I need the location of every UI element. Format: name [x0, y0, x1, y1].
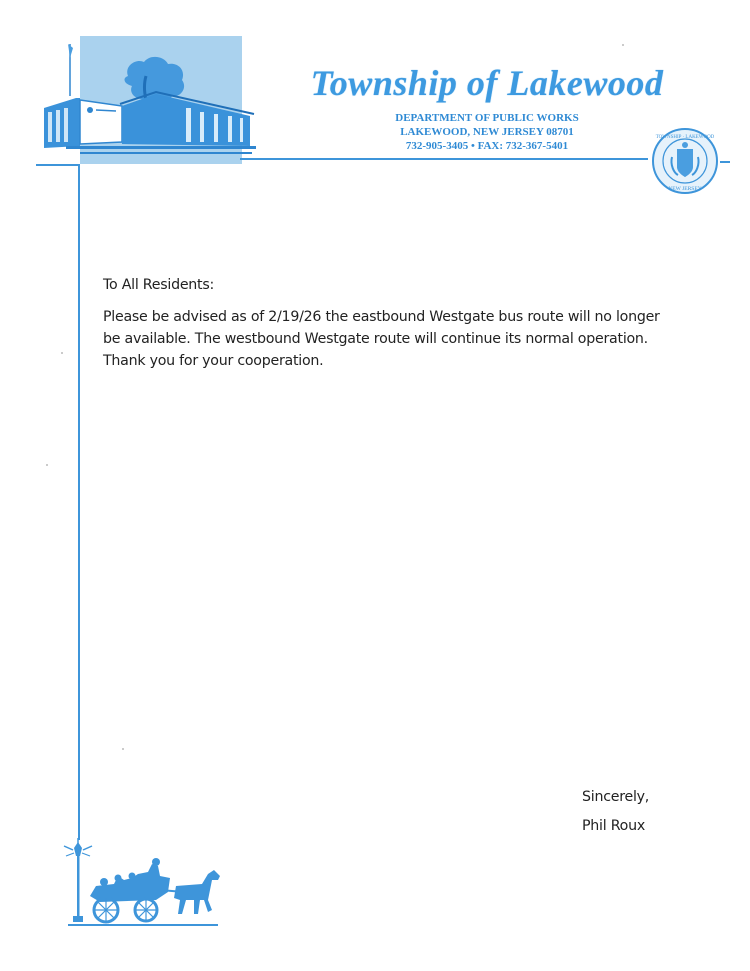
letterhead-title: Township of Lakewood	[310, 63, 664, 103]
department-name: DEPARTMENT OF PUBLIC WORKS	[395, 112, 579, 124]
paper-speck	[46, 464, 48, 466]
letter-greeting: To All Residents:	[103, 277, 215, 293]
municipal-building-icon	[36, 36, 266, 166]
letter-signer: Phil Roux	[582, 818, 645, 834]
letterhead-rule-left	[36, 164, 80, 166]
margin-rule	[78, 164, 80, 840]
svg-text:NEW JERSEY: NEW JERSEY	[668, 186, 702, 192]
contact-line: 732-905-3405 • FAX: 732-367-5401	[405, 140, 569, 152]
paper-speck	[61, 352, 63, 354]
paper-speck	[622, 44, 624, 46]
paper-speck	[122, 748, 124, 750]
horse-carriage-icon	[52, 838, 224, 930]
letterhead-rule-right	[720, 161, 730, 163]
township-seal-icon	[650, 127, 720, 195]
svg-text:TOWNSHIP · LAKEWOOD: TOWNSHIP · LAKEWOOD	[655, 135, 715, 140]
address-line: LAKEWOOD, NEW JERSEY 08701	[400, 126, 574, 138]
letter-closing: Sincerely,	[582, 789, 650, 805]
letterhead-rule	[240, 158, 648, 160]
letter-body: Please be advised as of 2/19/26 the eastbound Westgate bus route will no longer be available. The westbound Westgate route will continue its normal operation. Thank you for your cooperation.	[103, 309, 660, 369]
